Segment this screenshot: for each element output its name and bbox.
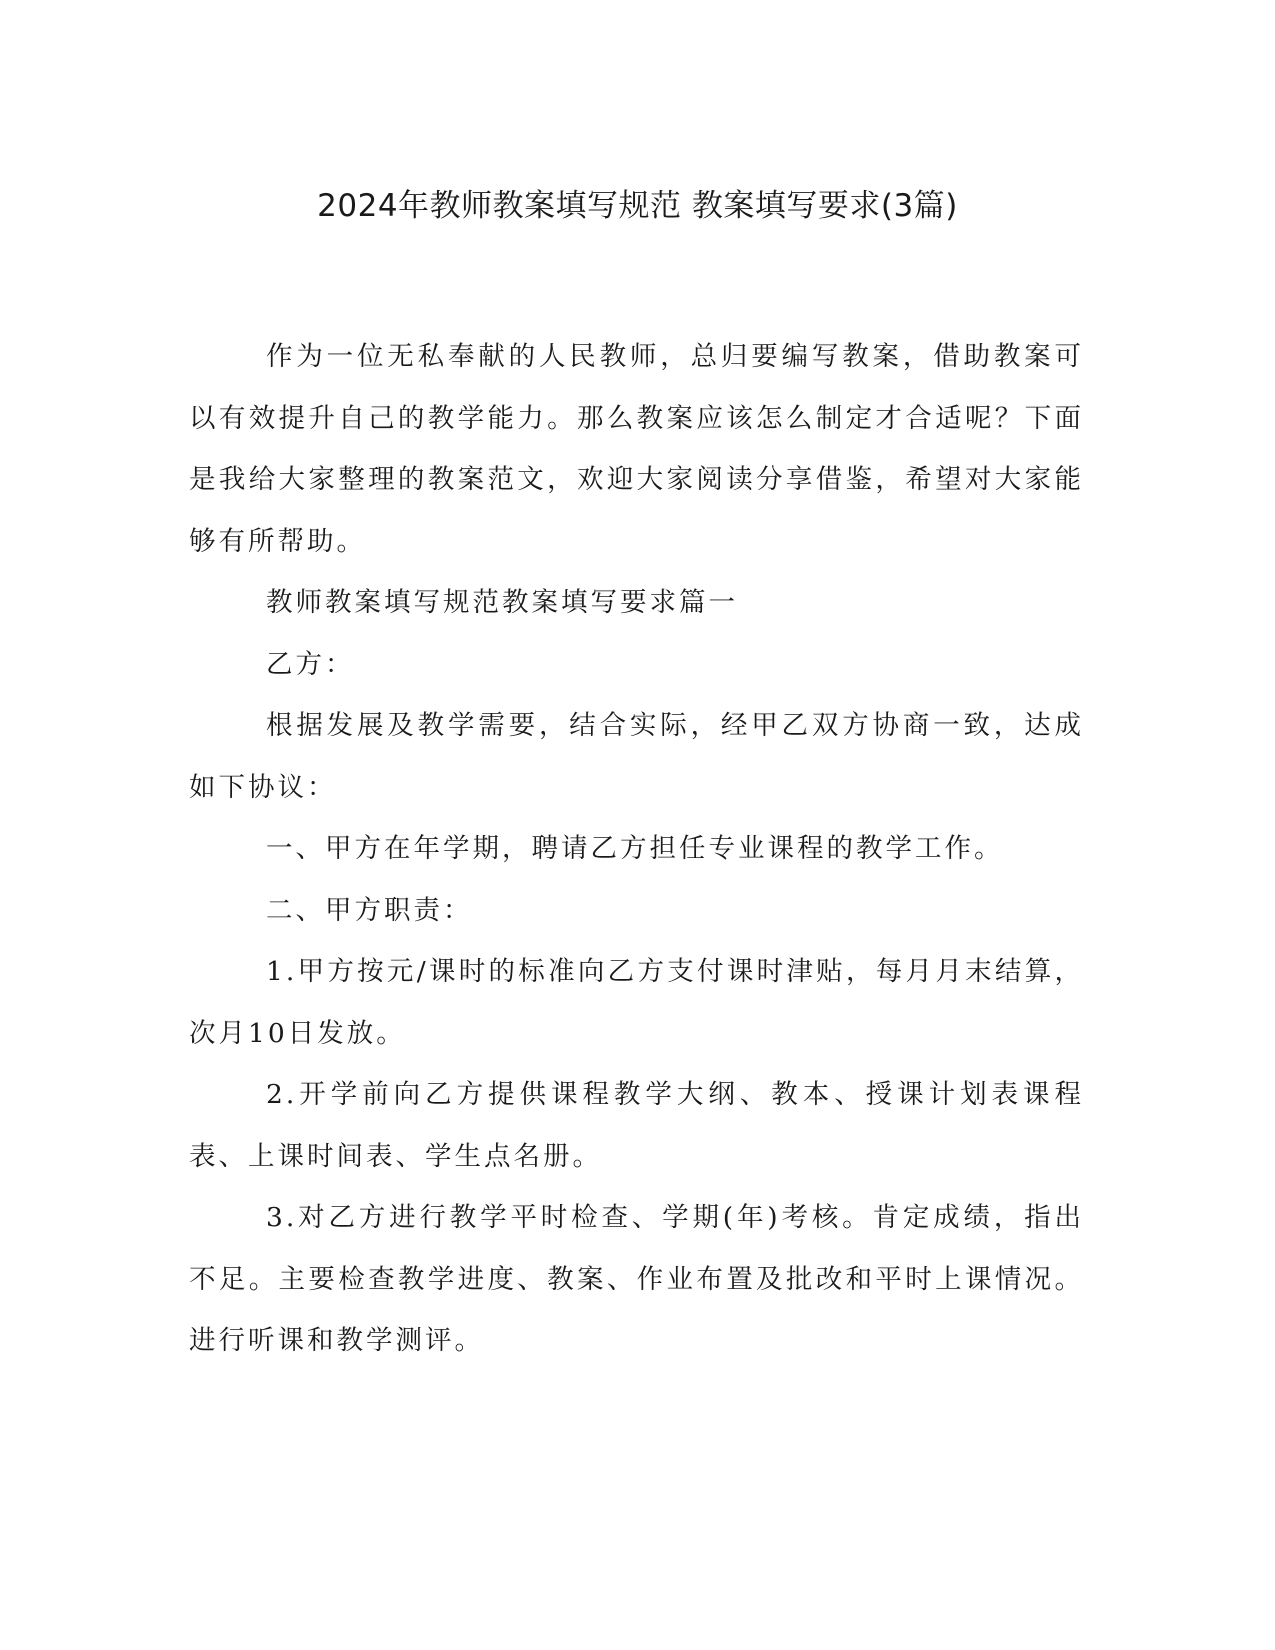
document-title: 2024年教师教案填写规范 教案填写要求(3篇) <box>317 188 958 224</box>
paragraph-item-2: 2.开学前向乙方提供课程教学大纲、教本、授课计划表课程表、上课时间表、学生点名册。 <box>189 1079 1084 1172</box>
paragraph-clause-1: 一、甲方在年学期，聘请乙方担任专业课程的教学工作。 <box>266 833 1004 864</box>
paragraph-party-b: 乙方： <box>266 648 355 680</box>
paragraph-clause-2-heading: 二、甲方职责： <box>266 894 473 926</box>
paragraph-item-1: 1.甲方按元/课时的标准向乙方支付课时津贴，每月月末结算，次月10日发放。 <box>189 956 1084 1049</box>
paragraph-item-3: 3.对乙方进行教学平时检查、学期(年)考核。肯定成绩，指出不足。主要检查教学进度、教案、作业布置及批改和平时上课情况。进行听课和教学测评。 <box>189 1202 1084 1356</box>
document-body <box>189 326 1084 1372</box>
paragraph-agreement-basis: 根据发展及教学需要，结合实际，经甲乙双方协商一致，达成如下协议： <box>189 710 1084 803</box>
paragraph-intro: 作为一位无私奉献的人民教师，总归要编写教案，借助教案可以有效提升自己的教学能力。那么教案应该怎么制定才合适呢？下面是我给大家整理的教案范文，欢迎大家阅读分享借鉴，希望对大家能够有所帮助。 <box>189 341 1084 557</box>
section-heading: 教师教案填写规范教案填写要求篇一 <box>266 587 738 618</box>
